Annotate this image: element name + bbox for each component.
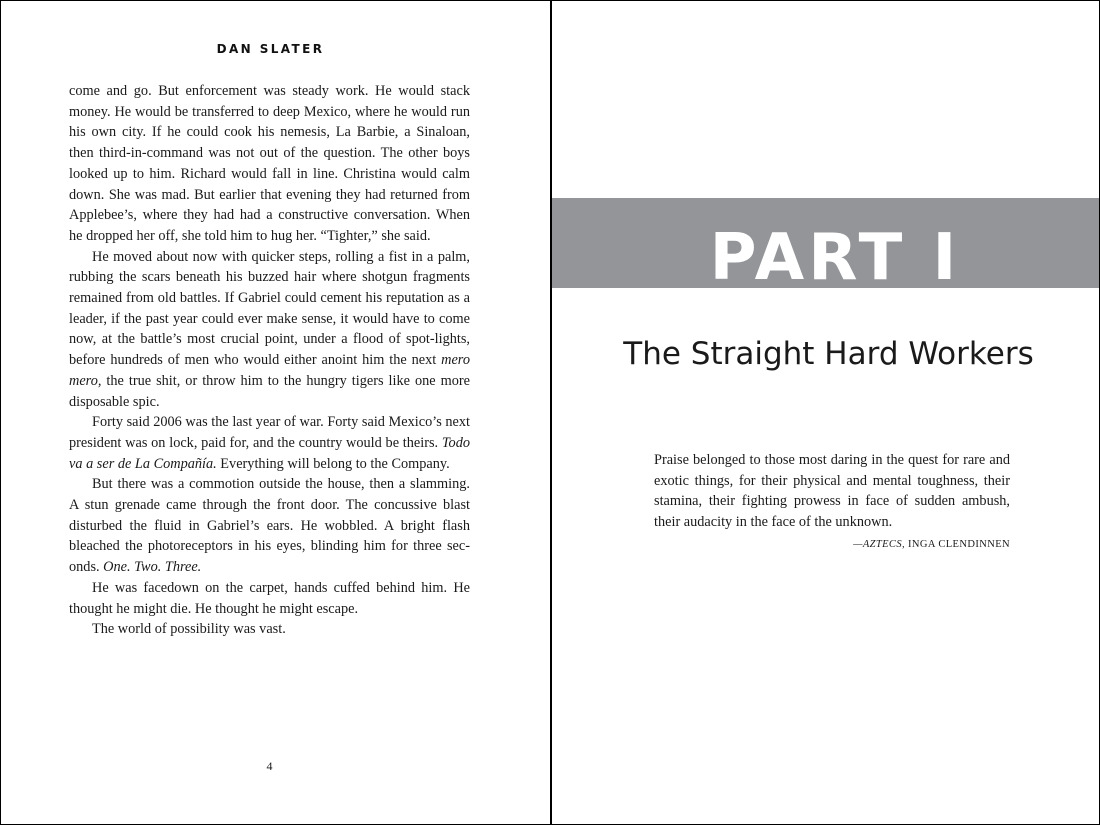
body-paragraph bbox=[69, 247, 470, 413]
running-head: DAN SLATER bbox=[216, 42, 325, 56]
text-run: come and go. But enforcement was steady work. He would stack money. He would be transferred to deep Mexico, where he would run his own city. If he could cook his nemesis, La Barbie, a Sinaloan, then third-in-command was not out of the question. The other boys looked up to him. Richard would fall in line. Christina would calm down. She was mad. But earlier that evening they had returned from Applebee’s, where they had had a constructive conversation. When he dropped her off, she told him to hug her. “Tighter,” she said. bbox=[69, 83, 470, 244]
text-run: He was facedown on the carpet, hands cuffed behind him. He thought he might die. He thought he might escape. bbox=[69, 579, 470, 617]
body-paragraph bbox=[69, 81, 470, 247]
text-run: The world of possibility was vast. bbox=[92, 621, 286, 638]
part-label: PART I bbox=[709, 221, 961, 288]
body-paragraph bbox=[69, 578, 470, 619]
body-text bbox=[69, 81, 470, 640]
page-number: 4 bbox=[266, 759, 273, 773]
body-paragraph bbox=[69, 474, 470, 578]
italic-run: One. Two. Three. bbox=[103, 559, 202, 576]
italic-run: mero mero, bbox=[69, 352, 470, 389]
epigraph: Praise belonged to those most daring in the quest for rare and exotic things, for their physical and mental toughness, their stamina, their fighting prowess in face of sudden ambush, their audacity in the face of the unknown. bbox=[654, 452, 1010, 531]
attribution-source: —AZTECS, bbox=[853, 539, 906, 550]
epigraph-attribution bbox=[654, 539, 1010, 550]
body-paragraph bbox=[69, 619, 470, 640]
body-paragraph bbox=[69, 412, 470, 474]
text-run: the true shit, or throw him to the hungry tigers like one more disposable spic. bbox=[69, 372, 470, 410]
attribution-author: INGA CLENDINNEN bbox=[905, 539, 1010, 550]
left-page bbox=[1, 1, 550, 824]
text-run: Forty said 2006 was the last year of war. Forty said Mexico’s next president was on lock, paid for, and the country would be theirs. bbox=[69, 414, 470, 451]
part-banner bbox=[552, 198, 1099, 288]
italic-run: Todo va a ser de La Compañía. bbox=[69, 434, 470, 472]
text-run: But there was a commotion outside the house, then a slamming. A stun grenade came through the front door. The concussive blast disturbed the fluid in Gabriel’s ears. He wobbled. A bright flash bleached the photoreceptors in his eyes, blinding him for three seconds. bbox=[69, 476, 470, 576]
part-title: The Straight Hard Workers bbox=[623, 336, 1034, 372]
right-page bbox=[552, 1, 1099, 824]
text-run: He moved about now with quicker steps, rolling a fist in a palm, rubbing the scars beneath his buzzed hair where shotgun fragments remained from old battles. If Gabriel could cement his reputation as a leader, if the past year could ever make sense, it would have to come now, at the battle’s most crucial point, under a flood of spot-lights, before hundreds of men who would either anoint him the next bbox=[69, 248, 470, 369]
text-run: Everything will belong to the Company. bbox=[216, 455, 450, 472]
